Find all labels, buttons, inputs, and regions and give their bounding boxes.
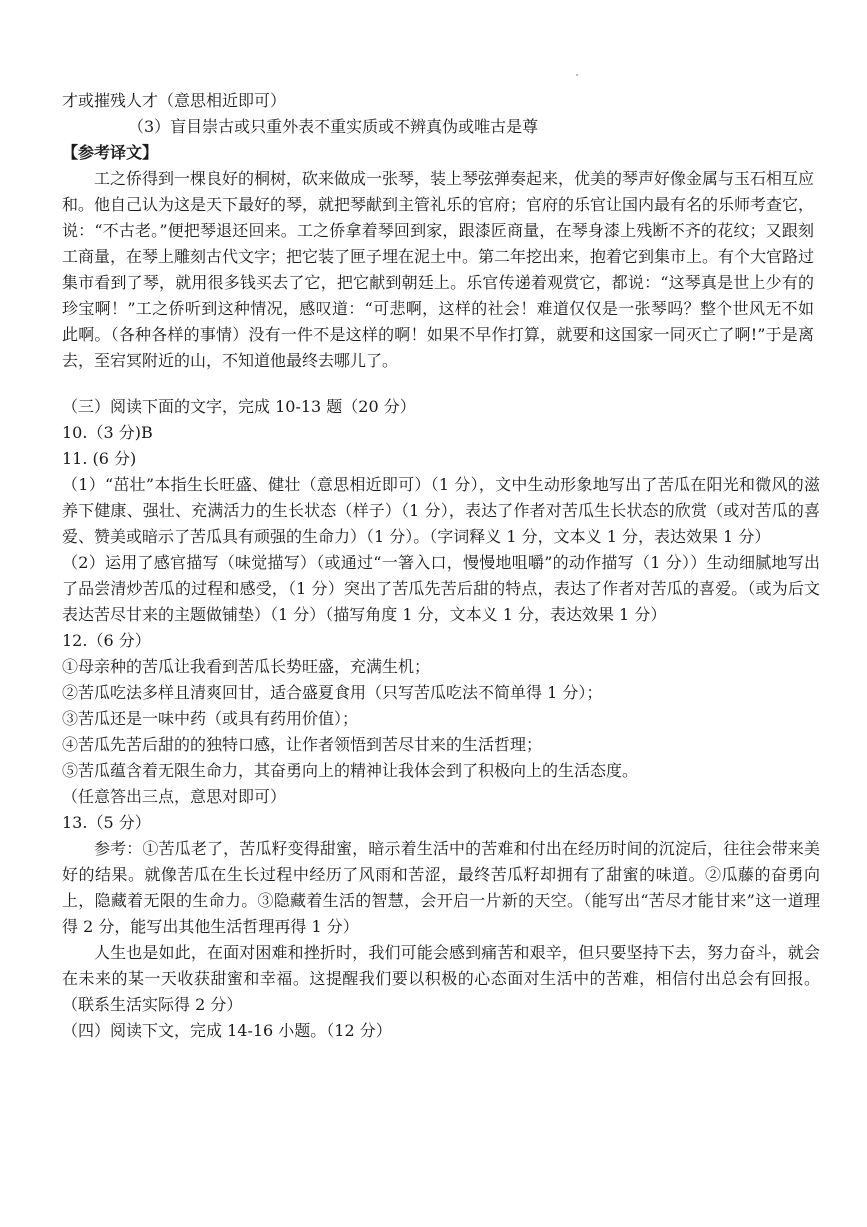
reference-translation-heading: 【参考译文】 (62, 143, 159, 162)
question-12-item: ⑤苦瓜蕴含着无限生命力，其奋勇向上的精神让我体会到了积极向上的生活态度。 (62, 761, 639, 780)
answer-item-3: （3）盲目崇古或只重外表不重实质或不辨真伪或唯古是尊 (128, 117, 539, 136)
answer-document (62, 88, 820, 1044)
question-12-label: 12.（6 分） (62, 631, 151, 650)
question-13-reference: 参考：①苦瓜老了，苦瓜籽变得甜蜜，暗示着生活中的苦难和付出在经历时间的沉淀后，往往会带来美好的结果。就像苦瓜在生长过程中经历了风雨和苦涩，最终苦瓜籽却拥有了甜蜜的味道。②瓜藤的奋勇向上，隐藏着无限的生命力。③隐藏着生活的智慧，会开启一片新的天空。（能写出“苦尽才能甘来”这一道理得 2 分，能写出其他生活哲理再得 1 分） (62, 839, 820, 936)
translation-paragraph: 工之侨得到一棵良好的桐树，砍来做成一张琴，装上琴弦弹奏起来，优美的琴声好像金属与玉石相互应和。他自己认为这是天下最好的琴，就把琴献到主管礼乐的官府；官府的乐官让国内最有名的乐师考查它，说：“不古老。”便把琴退还回来。工之侨拿着琴回到家，跟漆匠商量，在琴身漆上残断不齐的花纹；又跟刻工商量，在琴上雕刻古代文字；把它装了匣子埋在泥土中。第二年挖出来，抱着它到集市上。有个大官路过集市看到了琴，就用很多钱买去了它，把它献到朝廷上。乐官传递着观赏它，都说：“这琴真是世上少有的珍宝啊！”工之侨听到这种情况，感叹道：“可悲啊，这样的社会！难道仅仅是一张琴吗？整个世风无不如此啊。（各种各样的事情）没有一件不是这样的啊！如果不早作打算，就要和这国家一同灭亡了啊!”于是离去，至宕冥附近的山，不知道他最终去哪儿了。 (62, 169, 815, 370)
question-11-label: 11. (6 分) (62, 449, 137, 468)
question-12-note: （任意答出三点，意思对即可） (62, 787, 287, 806)
question-12-item: ④苦瓜先苦后甜的的独特口感，让作者领悟到苦尽甘来的生活哲理； (62, 735, 543, 754)
question-12-item: ①母亲种的苦瓜让我看到苦瓜长势旺盛，充满生机； (62, 657, 431, 676)
question-13-label: 13.（5 分） (62, 813, 151, 832)
question-12-item: ②苦瓜吃法多样且清爽回甘，适合盛夏食用（只写苦瓜吃法不简单得 1 分）； (62, 683, 603, 702)
spacer (62, 374, 820, 394)
question-12-item: ③苦瓜还是一味中药（或具有药用价值）； (62, 709, 359, 728)
question-13-life-connection: 人生也是如此，在面对困难和挫折时，我们可能会感到痛苦和艰辛，但只要坚持下去，努力奋斗，就会在未来的某一天收获甜蜜和幸福。这提醒我们要以积极的心态面对生活中的苦难，相信付出总会有回报。（联系生活实际得 2 分） (62, 943, 820, 1014)
question-10-answer: 10.（3 分)B (62, 423, 153, 442)
question-11-part-2: （2）运用了感官描写（味觉描写）（或通过“一箸入口，慢慢地咀嚼”的动作描写（1 分））生动细腻地写出了品尝清炒苦瓜的过程和感受，（1 分）突出了苦瓜先苦后甜的特点，表达了作者对苦瓜的喜爱。（或为后文表达苦尽甘来的主题做铺垫）（1 分）（描写角度 1 分，文本义 1 分，表达效果 1 分） (62, 553, 820, 624)
section-3-heading: （三）阅读下面的文字，完成 10-13 题（20 分） (62, 397, 416, 416)
section-4-heading: （四）阅读下文，完成 14-16 小题。（12 分） (62, 1021, 392, 1040)
question-11-part-1: （1）“茁壮”本指生长旺盛、健壮（意思相近即可）（1 分），文中生动形象地写出了苦瓜在阳光和微风的滋养下健康、强壮、充满活力的生长状态（样子）（1 分），表达了作者对苦瓜生长状态的欣赏（或对苦瓜的喜爱、赞美或暗示了苦瓜具有顽强的生命力）（1 分）。（字词释义 1 分，文本义 1 分，表达效果 1 分） (62, 475, 820, 546)
answer-line: 才或摧残人才（意思相近即可） (62, 91, 287, 110)
scan-speck (576, 74, 578, 76)
